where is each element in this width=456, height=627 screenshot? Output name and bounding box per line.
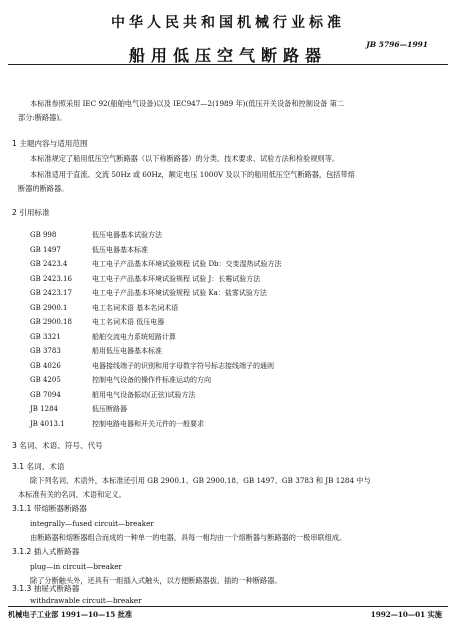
reference-code: GB 3783 — [30, 347, 61, 356]
reference-code: GB 1497 — [30, 245, 61, 254]
reference-title: 低压断路器 — [92, 405, 127, 414]
reference-row — [30, 417, 430, 432]
reference-row — [30, 344, 430, 359]
reference-title: 电工电子产品基本环境试验规程 试验 J：长霉试验方法 — [92, 274, 261, 283]
section-1-paragraph-2-line-2: 断器的断路器。 — [18, 184, 69, 193]
section-3-1-3-english-term: withdrawable circuit—breaker — [30, 596, 142, 605]
reference-title: 控制电气设备的操作件标准运动的方向 — [92, 376, 211, 385]
reference-title: 船用低压电器基本标准 — [92, 347, 162, 356]
approval-line: 机械电子工业部 1991—10—15 批准 — [8, 610, 133, 619]
section-3-heading: 3 名词、术语、符号、代号 — [12, 441, 103, 450]
reference-row — [30, 243, 430, 258]
section-2-heading: 2 引用标准 — [12, 208, 50, 217]
section-3-1-1-english-term: integrally—fused circuit—breaker — [30, 519, 154, 528]
reference-title: 电工名词术语 基本名词术语 — [92, 303, 179, 312]
implementation-date: 1992—10—01 实施 — [370, 610, 442, 619]
reference-code: GB 4205 — [30, 376, 61, 385]
section-1-paragraph-1: 本标准规定了船用低压空气断路器（以下称断路器）的分类、技术要求、试验方法和检验规则等。 — [30, 154, 340, 163]
section-3-1-line-1: 除下列名词、术语外，本标准还引用 GB 2900.1、GB 2900.18、GB 1497、GB 3783 和 JB 1284 中与 — [30, 476, 371, 485]
section-3-1-2-english-term: plug—in circuit—breaker — [30, 562, 122, 571]
reference-code: GB 4026 — [30, 361, 61, 370]
reference-row — [30, 388, 430, 403]
reference-code: JB 4013.1 — [30, 419, 65, 428]
reference-title: 电器接线端子的识别和用字母数字符号标志接线端子的通则 — [92, 361, 274, 370]
reference-code: GB 2423.4 — [30, 260, 68, 269]
reference-row — [30, 301, 430, 316]
section-3-1-2-heading: 3.1.2 插入式断路器 — [12, 547, 80, 556]
reference-row — [30, 257, 430, 272]
reference-row — [30, 286, 430, 301]
section-3-1-line-2: 本标准有关的名词、术语和定义。 — [18, 490, 126, 499]
reference-code: GB 3321 — [30, 332, 61, 341]
reference-title: 低压电器基本试验方法 — [92, 231, 162, 240]
reference-code: GB 2423.16 — [30, 274, 72, 283]
reference-row — [30, 373, 430, 388]
reference-row — [30, 228, 430, 243]
reference-code: GB 998 — [30, 231, 57, 240]
intro-line-1: 本标准参照采用 IEC 92(船舶电气设备)以及 IEC947—2(1989 年)(低压开关设备和控制设备 第二 — [30, 99, 344, 108]
section-3-1-2-definition: 除了分断触头外，还具有一组插入式触头，以方便断路器拔、插的一种断路器。 — [30, 576, 282, 585]
reference-code: JB 1284 — [30, 405, 58, 414]
standard-title: 中华人民共和国机械行业标准 — [111, 15, 345, 31]
reference-code: GB 2423.17 — [30, 289, 72, 298]
section-3-1-1-definition: 由断路器和熔断器组合而成的一种单一的电器，具每一相均由一个熔断器与断路器的一极串联组成。 — [30, 533, 347, 542]
reference-title: 船用电气设备振动(正弦)试验方法 — [92, 390, 196, 399]
reference-title: 电工名词术语 低压电器 — [92, 318, 165, 327]
section-3-1-heading: 3.1 名词、术语 — [12, 462, 65, 471]
section-1-heading: 1 主题内容与适用范围 — [12, 139, 88, 148]
reference-row — [30, 315, 430, 330]
footer-rule — [8, 606, 448, 607]
reference-row — [30, 402, 430, 417]
reference-title: 电工电子产品基本环境试验规程 试验 Db：交变湿热试验方法 — [92, 260, 282, 269]
document-title: 船用低压空气断路器 — [128, 46, 327, 65]
reference-title: 电工电子产品基本环境试验规程 试验 Ka：盐雾试验方法 — [92, 289, 267, 298]
reference-code: GB 2900.1 — [30, 303, 68, 312]
intro-line-2: 部分:断路器)。 — [18, 113, 67, 122]
reference-list — [30, 228, 430, 431]
section-3-1-1-heading: 3.1.1 带熔断器断路器 — [12, 504, 87, 513]
standard-code: JB 5796—1991 — [366, 40, 428, 49]
reference-title: 控制电路电器和开关元件的一般要求 — [92, 419, 204, 428]
reference-row — [30, 330, 430, 345]
section-1-paragraph-2-line-1: 本标准适用于直流、交流 50Hz 或 60Hz，额定电压 1000V 及以下的船用低压空气断路器，包括带熔 — [30, 170, 355, 179]
reference-row — [30, 272, 430, 287]
section-3-1-3-heading: 3.1.3 抽屉式断路器 — [12, 584, 80, 593]
reference-title: 低压电器基本标准 — [92, 245, 148, 254]
reference-title: 船舶交流电力系统短路计算 — [92, 332, 176, 341]
header-rule — [8, 64, 448, 65]
reference-code: GB 7094 — [30, 390, 61, 399]
reference-row — [30, 359, 430, 374]
reference-code: GB 2900.18 — [30, 318, 72, 327]
